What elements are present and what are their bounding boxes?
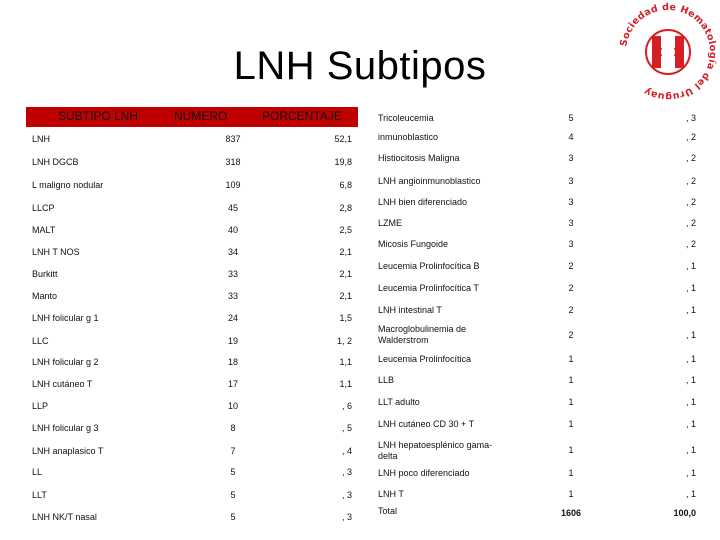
numero-cell: 45 [227, 203, 238, 213]
subtipo-cell: LNH bien diferenciado [378, 197, 468, 207]
numero-cell: 33 [227, 269, 238, 279]
subtipo-cell: LNH cutáneo T [32, 379, 93, 389]
numero-cell: 7 [230, 446, 236, 456]
numero-cell: 2 [568, 261, 574, 271]
porcentaje-cell: , 2 [685, 176, 696, 186]
numero-cell: 318 [225, 157, 241, 167]
header-porcentaje: PORCENTAJE [262, 109, 342, 123]
subtipo-cell: LLT [32, 490, 47, 500]
total-label: Total [378, 506, 398, 516]
subtipo-cell: LNH T NOS [32, 247, 80, 257]
numero-cell: 2 [568, 305, 574, 315]
numero-cell: 1 [568, 489, 574, 499]
subtipo-cell: LL [32, 467, 43, 477]
numero-cell: 3 [568, 218, 574, 228]
porcentaje-cell: , 1 [685, 375, 696, 385]
porcentaje-cell: , 1 [685, 261, 696, 271]
subtipo-cell: MALT [32, 225, 56, 235]
subtipo-cell: Manto [32, 291, 58, 301]
numero-cell: 3 [568, 153, 574, 163]
numero-cell: 1 [568, 397, 574, 407]
porcentaje-cell: , 2 [685, 218, 696, 228]
numero-cell: 17 [227, 379, 238, 389]
subtipo-cell: LLCP [32, 203, 55, 213]
numero-cell: 109 [225, 180, 241, 190]
subtipo-cell: LNH anaplasico T [32, 446, 104, 456]
subtipo-cell: Leucemia Prolinfocítica B [378, 261, 480, 271]
porcentaje-cell: 1,5 [339, 313, 352, 323]
numero-cell: 19 [227, 336, 238, 346]
porcentaje-cell: 2,1 [339, 269, 352, 279]
logo-ring-text: Sociedad de Hematología del Uruguay [618, 1, 719, 103]
numero-cell: 40 [227, 225, 238, 235]
numero-cell: 8 [230, 423, 236, 433]
numero-cell: 1 [568, 419, 574, 429]
porcentaje-cell: 19,8 [334, 157, 352, 167]
numero-cell: 10 [227, 401, 238, 411]
numero-cell: 24 [227, 313, 238, 323]
subtipo-cell: LNH hepatoesplénico gama-delta [378, 440, 493, 461]
subtipo-cell: LNH intestinal T [378, 305, 442, 315]
numero-cell: 33 [227, 291, 238, 301]
subtipo-cell: Burkitt [32, 269, 58, 279]
table-row [32, 512, 352, 528]
sociedad-hematologia-logo [616, 0, 720, 104]
porcentaje-cell: 2,1 [339, 247, 352, 257]
porcentaje-cell: , 3 [341, 512, 352, 522]
numero-cell: 5 [230, 490, 236, 500]
numero-cell: 1 [568, 445, 574, 455]
subtipo-cell: LNH [32, 134, 51, 144]
numero-cell: 5 [230, 467, 236, 477]
page-title: LNH Subtipos [233, 44, 487, 88]
numero-cell: 4 [568, 132, 574, 142]
total-numero: 1606 [560, 508, 582, 518]
header-subtipo: SUBTIPO LNH [58, 109, 139, 123]
table-row [32, 423, 352, 439]
numero-cell: 837 [225, 134, 241, 144]
subtipo-cell: LNH T [378, 489, 404, 499]
subtipo-cell: LNH NK/T nasal [32, 512, 97, 522]
subtipo-cell: LLP [32, 401, 49, 411]
table-row [32, 379, 352, 395]
porcentaje-cell: 52,1 [334, 134, 352, 144]
porcentaje-cell: , 3 [341, 467, 352, 477]
table-row [32, 401, 352, 417]
porcentaje-cell: , 2 [685, 239, 696, 249]
porcentaje-cell: , 3 [685, 113, 696, 123]
table-row [32, 357, 352, 373]
table-row [32, 336, 352, 352]
subtipo-cell: LNH angioinmunoblastico [378, 176, 481, 186]
porcentaje-cell: 1,1 [339, 379, 352, 389]
porcentaje-cell: , 1 [685, 283, 696, 293]
subtipo-cell: LNH cutáneo CD 30 + T [378, 419, 475, 429]
subtipo-cell: LNH folicular g 1 [32, 313, 99, 323]
subtipo-cell: LLC [32, 336, 49, 346]
numero-cell: 3 [568, 197, 574, 207]
porcentaje-cell: 1, 2 [336, 336, 352, 346]
numero-cell: 18 [227, 357, 238, 367]
subtipo-cell: LNH folicular g 2 [32, 357, 99, 367]
subtipo-cell: LLB [378, 375, 395, 385]
porcentaje-cell: 1,1 [339, 357, 352, 367]
porcentaje-cell: 6,8 [339, 180, 352, 190]
table-row [32, 225, 352, 241]
numero-cell: 2 [568, 283, 574, 293]
table-row [32, 313, 352, 329]
porcentaje-cell: , 2 [685, 153, 696, 163]
subtipo-cell: Macroglobulinemia de Walderstrom [378, 324, 467, 345]
numero-cell: 5 [230, 512, 236, 522]
porcentaje-cell: , 2 [685, 197, 696, 207]
porcentaje-cell: , 4 [341, 446, 352, 456]
table-row [32, 467, 352, 483]
porcentaje-cell: , 1 [685, 330, 696, 340]
subtipo-cell: Leucemia Prolinfocítica T [378, 283, 479, 293]
subtipo-cell: Histiocitosis Maligna [378, 153, 460, 163]
porcentaje-cell: , 1 [685, 305, 696, 315]
table-row [32, 157, 352, 173]
table-row [32, 203, 352, 219]
porcentaje-cell: , 6 [341, 401, 352, 411]
porcentaje-cell: 2,5 [339, 225, 352, 235]
porcentaje-cell: , 3 [341, 490, 352, 500]
left-table-header [26, 107, 358, 127]
subtipo-cell: LZME [378, 218, 403, 228]
porcentaje-cell: , 1 [685, 419, 696, 429]
numero-cell: 2 [568, 330, 574, 340]
porcentaje-cell: , 2 [685, 132, 696, 142]
numero-cell: 1 [568, 468, 574, 478]
porcentaje-cell: , 1 [685, 489, 696, 499]
header-numero: NUMERO [174, 109, 228, 123]
subtipo-cell: LNH poco diferenciado [378, 468, 470, 478]
subtipo-cell: Micosis Fungoide [378, 239, 449, 249]
numero-cell: 3 [568, 239, 574, 249]
subtipo-cell: LNH DGCB [32, 157, 79, 167]
numero-cell: 1 [568, 354, 574, 364]
subtipo-cell: L maligno nodular [32, 180, 104, 190]
table-row [32, 134, 352, 150]
porcentaje-cell: 2,8 [339, 203, 352, 213]
subtipo-cell: LNH folicular g 3 [32, 423, 99, 433]
table-row [32, 269, 352, 285]
porcentaje-cell: , 1 [685, 445, 696, 455]
table-row [32, 291, 352, 307]
porcentaje-cell: 2,1 [339, 291, 352, 301]
numero-cell: 5 [568, 113, 574, 123]
total-porcentaje: 100,0 [673, 508, 696, 518]
table-row [32, 446, 352, 462]
subtipo-cell: Tricoleucemia [378, 113, 434, 123]
numero-cell: 34 [227, 247, 238, 257]
porcentaje-cell: , 5 [341, 423, 352, 433]
porcentaje-cell: , 1 [685, 468, 696, 478]
numero-cell: 1 [568, 375, 574, 385]
table-row [32, 247, 352, 263]
porcentaje-cell: , 1 [685, 397, 696, 407]
subtipo-cell: inmunoblastico [378, 132, 439, 142]
numero-cell: 3 [568, 176, 574, 186]
porcentaje-cell: , 1 [685, 354, 696, 364]
subtipo-cell: LLT adulto [378, 397, 420, 407]
subtipo-cell: Leucemia Prolinfocítica [378, 354, 472, 364]
table-row [32, 180, 352, 196]
table-row [32, 490, 352, 506]
